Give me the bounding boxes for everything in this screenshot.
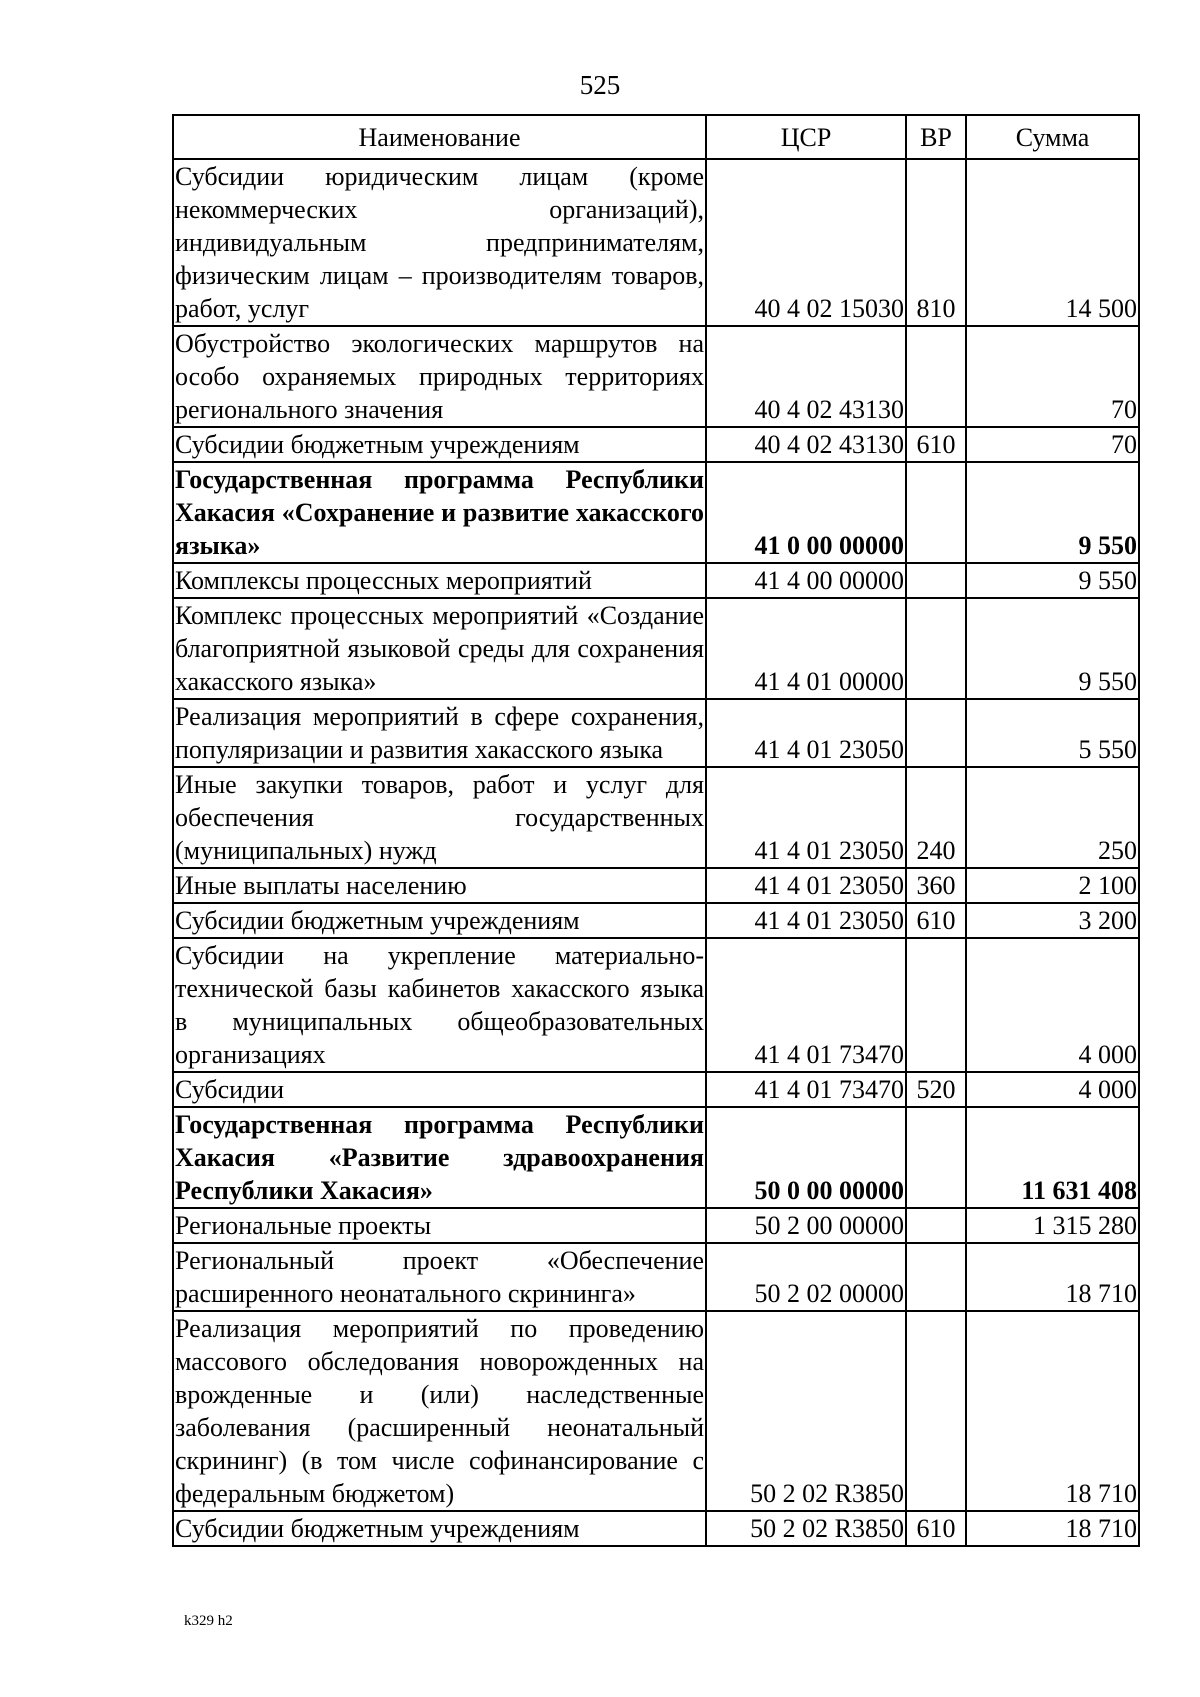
cell-sum: 250 [966, 767, 1139, 868]
cell-vr [906, 699, 966, 767]
cell-csr: 41 4 01 23050 [706, 767, 906, 868]
table-row [173, 1208, 1139, 1243]
cell-vr [906, 563, 966, 598]
cell-vr: 810 [906, 159, 966, 326]
cell-csr: 41 4 00 00000 [706, 563, 906, 598]
cell-sum: 2 100 [966, 868, 1139, 903]
table-row [173, 1311, 1139, 1511]
cell-vr: 240 [906, 767, 966, 868]
cell-sum: 9 550 [966, 598, 1139, 699]
cell-vr [906, 1311, 966, 1511]
cell-sum: 18 710 [966, 1511, 1139, 1546]
cell-name: Субсидии бюджетным учреждениям [173, 1511, 706, 1546]
table-row [173, 563, 1139, 598]
cell-sum: 1 315 280 [966, 1208, 1139, 1243]
header-sum: Сумма [966, 115, 1139, 159]
table-row [173, 1107, 1139, 1208]
cell-sum: 4 000 [966, 938, 1139, 1072]
cell-csr: 41 4 01 23050 [706, 699, 906, 767]
header-vr: ВР [906, 115, 966, 159]
table-row [173, 427, 1139, 462]
cell-csr: 40 4 02 43130 [706, 326, 906, 427]
cell-name: Комплекс процессных мероприятий «Создание благоприятной языковой среды для сохранения хакасского языка» [173, 598, 706, 699]
cell-name: Субсидии бюджетным учреждениям [173, 903, 706, 938]
header-csr: ЦСР [706, 115, 906, 159]
cell-name: Субсидии на укрепление материально-технической базы кабинетов хакасского языка в муниципальных общеобразовательных организациях [173, 938, 706, 1072]
cell-sum: 9 550 [966, 462, 1139, 563]
cell-csr: 40 4 02 15030 [706, 159, 906, 326]
cell-csr: 50 2 00 00000 [706, 1208, 906, 1243]
cell-name: Субсидии юридическим лицам (кроме некоммерческих организаций), индивидуальным предпринимателям, физическим лицам – производителям товаров, работ, услуг [173, 159, 706, 326]
cell-sum: 3 200 [966, 903, 1139, 938]
cell-vr [906, 938, 966, 1072]
table-row [173, 159, 1139, 326]
table-row [173, 462, 1139, 563]
cell-sum: 5 550 [966, 699, 1139, 767]
cell-vr [906, 326, 966, 427]
cell-name: Комплексы процессных мероприятий [173, 563, 706, 598]
header-name: Наименование [173, 115, 706, 159]
footer-code: k329 h2 [184, 1613, 233, 1629]
cell-vr [906, 462, 966, 563]
cell-vr: 610 [906, 903, 966, 938]
cell-name: Региональный проект «Обеспечение расширенного неонатального скрининга» [173, 1243, 706, 1311]
cell-sum: 9 550 [966, 563, 1139, 598]
cell-vr [906, 1208, 966, 1243]
budget-table [172, 114, 1140, 1547]
cell-csr: 41 4 01 23050 [706, 903, 906, 938]
cell-csr: 41 4 01 00000 [706, 598, 906, 699]
table-row [173, 699, 1139, 767]
cell-csr: 41 4 01 73470 [706, 1072, 906, 1107]
table-row [173, 1243, 1139, 1311]
table-row [173, 1511, 1139, 1546]
cell-vr [906, 1243, 966, 1311]
cell-vr: 610 [906, 427, 966, 462]
table-row [173, 598, 1139, 699]
cell-name: Региональные проекты [173, 1208, 706, 1243]
cell-sum: 18 710 [966, 1243, 1139, 1311]
cell-csr: 50 2 02 R3850 [706, 1511, 906, 1546]
table-header-row [173, 115, 1139, 159]
cell-vr [906, 1107, 966, 1208]
table-row [173, 767, 1139, 868]
cell-name: Субсидии бюджетным учреждениям [173, 427, 706, 462]
cell-name: Реализация мероприятий в сфере сохранения, популяризации и развития хакасского языка [173, 699, 706, 767]
cell-csr: 50 0 00 00000 [706, 1107, 906, 1208]
table-row [173, 868, 1139, 903]
cell-name: Иные выплаты населению [173, 868, 706, 903]
cell-name: Иные закупки товаров, работ и услуг для обеспечения государственных (муниципальных) нужд [173, 767, 706, 868]
cell-sum: 11 631 408 [966, 1107, 1139, 1208]
cell-name: Субсидии [173, 1072, 706, 1107]
cell-csr: 41 4 01 73470 [706, 938, 906, 1072]
cell-sum: 14 500 [966, 159, 1139, 326]
cell-csr: 50 2 02 00000 [706, 1243, 906, 1311]
cell-sum: 70 [966, 326, 1139, 427]
table-row [173, 938, 1139, 1072]
cell-csr: 41 0 00 00000 [706, 462, 906, 563]
cell-vr [906, 598, 966, 699]
cell-sum: 4 000 [966, 1072, 1139, 1107]
cell-name: Государственная программа Республики Хакасия «Сохранение и развитие хакасского языка» [173, 462, 706, 563]
table-row [173, 903, 1139, 938]
page-number: 525 [579, 70, 621, 100]
cell-name: Обустройство экологических маршрутов на особо охраняемых природных территориях регионального значения [173, 326, 706, 427]
cell-csr: 41 4 01 23050 [706, 868, 906, 903]
cell-vr: 520 [906, 1072, 966, 1107]
table-row [173, 326, 1139, 427]
cell-sum: 70 [966, 427, 1139, 462]
cell-name: Государственная программа Республики Хакасия «Развитие здравоохранения Республики Хакасия» [173, 1107, 706, 1208]
table-body [173, 159, 1139, 1546]
cell-vr: 360 [906, 868, 966, 903]
table-row [173, 1072, 1139, 1107]
cell-csr: 50 2 02 R3850 [706, 1311, 906, 1511]
cell-sum: 18 710 [966, 1311, 1139, 1511]
cell-name: Реализация мероприятий по проведению массового обследования новорожденных на врожденные и (или) наследственные заболевания (расширенный неонатальный скрининг) (в том числе софинансирование с федеральным бюджетом) [173, 1311, 706, 1511]
cell-csr: 40 4 02 43130 [706, 427, 906, 462]
cell-vr: 610 [906, 1511, 966, 1546]
